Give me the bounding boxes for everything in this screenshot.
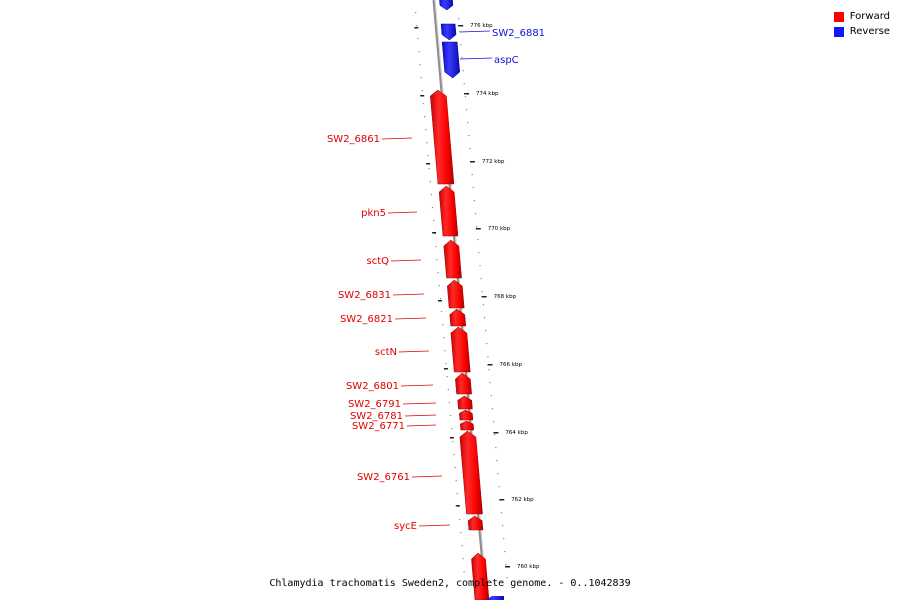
ruler-tick-left <box>451 428 452 429</box>
ruler-tick-left <box>435 246 436 247</box>
ruler-tick-right <box>505 564 506 565</box>
ruler-tick-left <box>417 38 418 39</box>
gene-arrow-forward <box>450 309 466 326</box>
legend <box>834 9 890 39</box>
major-tick-left <box>456 505 460 507</box>
gene-label: sctN <box>374 347 397 358</box>
leader-line <box>391 260 421 261</box>
gene-arrow-reverse <box>439 0 453 10</box>
forward-swatch <box>834 12 844 22</box>
ruler-tick-left <box>439 285 440 286</box>
kbp-label: 774 kbp <box>476 91 499 97</box>
ruler-tick-right <box>477 239 478 240</box>
leader-line <box>460 58 492 59</box>
ruler-tick-left <box>415 12 416 13</box>
kbp-label: 770 kbp <box>487 226 511 232</box>
ruler-tick-right <box>485 330 486 331</box>
major-tick-left <box>450 437 454 439</box>
ruler-tick-left <box>425 129 426 130</box>
ruler-tick-right <box>488 369 489 370</box>
leader-line <box>403 403 436 404</box>
gene-label: SW2_6801 <box>345 381 399 392</box>
kbp-label: 776 kbp <box>470 23 493 29</box>
gene-label: aspC <box>494 55 519 66</box>
ruler-tick-left <box>459 519 460 520</box>
legend-label-reverse: Reverse <box>849 26 890 37</box>
ruler-tick-right <box>497 473 498 474</box>
major-tick-right <box>464 93 469 95</box>
gene-label: SW2_6861 <box>326 134 380 145</box>
gene-arrow-reverse <box>441 24 456 40</box>
ruler-tick-left <box>433 220 434 221</box>
leader-line <box>407 425 436 426</box>
legend-item-forward <box>834 9 890 24</box>
reverse-swatch <box>834 27 844 37</box>
ruler-tick-left <box>460 532 461 533</box>
legend-label-forward: Forward <box>849 11 890 22</box>
ruler-tick-right <box>493 421 494 422</box>
major-tick-left <box>444 368 448 370</box>
gene-arrow-forward <box>447 280 464 308</box>
ruler-tick-left <box>456 480 457 481</box>
leader-line <box>388 212 417 213</box>
gene-arrow-forward <box>458 396 473 409</box>
major-tick-right <box>499 499 504 501</box>
ruler-tick-right <box>484 317 485 318</box>
kbp-label: 764 kbp <box>505 430 528 436</box>
ruler-tick-right <box>487 356 488 357</box>
kbp-label: 762 kbp <box>511 497 534 503</box>
legend-item-reverse <box>834 24 890 39</box>
ruler-tick-right <box>465 96 466 97</box>
ruler-tick-right <box>479 265 480 266</box>
ruler-tick-right <box>495 447 496 448</box>
gene-label: SW2_6881 <box>492 28 546 39</box>
ruler-tick-right <box>469 148 470 149</box>
genome-caption: Chlamydia trachomatis Sweden2, complete genome. - 0..1042839 <box>269 578 631 589</box>
gene-label: pkn5 <box>361 208 386 219</box>
major-tick-right <box>488 364 493 366</box>
ruler-tick-left <box>445 363 446 364</box>
ruler-tick-left <box>450 415 451 416</box>
ruler-tick-left <box>427 155 428 156</box>
ruler-tick-left <box>462 558 463 559</box>
gene-label: SW2_6821 <box>339 314 393 325</box>
ruler-tick-right <box>483 304 484 305</box>
ruler-tick-right <box>476 226 477 227</box>
leader-line <box>393 294 424 295</box>
gene-arrow-forward <box>460 431 483 514</box>
kbp-label: 760 kbp <box>517 564 540 570</box>
ruler-tick-right <box>502 525 503 526</box>
ruler-tick-left <box>448 389 449 390</box>
gene-label: SW2_6771 <box>351 421 405 432</box>
ruler-tick-left <box>416 25 417 26</box>
ruler-tick-right <box>475 213 476 214</box>
major-tick-left <box>426 163 430 165</box>
leader-line <box>401 385 433 386</box>
major-tick-right <box>505 566 510 568</box>
gene-arrow-forward <box>455 373 471 394</box>
ruler-tick-left <box>432 207 433 208</box>
kbp-label: 766 kbp <box>499 362 522 368</box>
ruler-tick-left <box>421 77 422 78</box>
ruler-tick-right <box>481 278 482 279</box>
ruler-tick-left <box>447 376 448 377</box>
gene-arrow-forward <box>430 90 454 184</box>
ruler-tick-left <box>457 493 458 494</box>
major-tick-left <box>420 95 424 97</box>
leader-line <box>399 351 429 352</box>
ruler-tick-left <box>454 467 455 468</box>
ruler-tick-right <box>473 187 474 188</box>
ruler-tick-left <box>431 194 432 195</box>
ruler-tick-left <box>430 181 431 182</box>
ruler-tick-left <box>444 350 445 351</box>
major-tick-left <box>414 27 418 29</box>
ruler-tick-right <box>472 174 473 175</box>
major-tick-right <box>476 228 481 230</box>
ruler-tick-right <box>496 460 497 461</box>
gene-arrow-forward <box>451 327 470 372</box>
gene-arrow-forward <box>468 516 483 530</box>
ruler-tick-right <box>464 83 465 84</box>
ruler-tick-right <box>466 109 467 110</box>
leader-line <box>460 31 490 32</box>
ruler-tick-left <box>422 90 423 91</box>
ruler-tick-left <box>453 454 454 455</box>
gene-label: SW2_6781 <box>349 411 403 422</box>
ruler-tick-left <box>438 272 439 273</box>
ruler-tick-left <box>423 103 424 104</box>
gene-label: SW2_6831 <box>337 290 391 301</box>
ruler-tick-right <box>501 512 502 513</box>
ruler-tick-right <box>482 291 483 292</box>
gene-arrow-reverse <box>442 42 460 78</box>
gene-arrow-forward <box>439 186 458 236</box>
ruler-tick-right <box>494 434 495 435</box>
ruler-tick-right <box>504 551 505 552</box>
ruler-tick-left <box>418 51 419 52</box>
ruler-tick-right <box>503 538 504 539</box>
ruler-tick-right <box>467 122 468 123</box>
gene-arrow-forward <box>471 553 489 600</box>
major-tick-left <box>438 300 442 302</box>
ruler-tick-right <box>492 408 493 409</box>
ruler-tick-right <box>458 18 459 19</box>
major-tick-right <box>470 161 475 163</box>
ruler-tick-right <box>461 57 462 58</box>
ruler-tick-left <box>424 116 425 117</box>
ruler-tick-left <box>442 324 443 325</box>
ruler-tick-right <box>486 343 487 344</box>
ruler-tick-right <box>491 395 492 396</box>
gene-label: SW2_6761 <box>356 472 410 483</box>
ruler-tick-left <box>463 571 464 572</box>
major-tick-left <box>432 232 436 234</box>
ruler-tick-left <box>440 298 441 299</box>
ruler-tick-right <box>499 486 500 487</box>
kbp-label: 768 kbp <box>493 294 517 300</box>
ruler-tick-left <box>436 259 437 260</box>
ruler-tick-left <box>452 441 453 442</box>
major-tick-right <box>493 432 498 434</box>
leader-line <box>405 415 436 416</box>
gene-label: sycE <box>394 521 417 532</box>
gene-label: sctQ <box>366 256 389 267</box>
ruler-tick-left <box>461 545 462 546</box>
leader-line <box>395 318 426 319</box>
ruler-tick-left <box>441 311 442 312</box>
ruler-tick-right <box>478 252 479 253</box>
ruler-tick-left <box>420 64 421 65</box>
leader-line <box>382 138 412 139</box>
ruler-tick-left <box>449 402 450 403</box>
ruler-tick-left <box>429 168 430 169</box>
major-tick-right <box>482 296 487 298</box>
ruler-tick-right <box>460 44 461 45</box>
ruler-tick-left <box>443 337 444 338</box>
ruler-tick-right <box>463 70 464 71</box>
major-tick-right <box>458 25 463 27</box>
ruler-tick-right <box>490 382 491 383</box>
ruler-tick-left <box>426 142 427 143</box>
leader-line <box>419 525 450 526</box>
kbp-label: 772 kbp <box>481 159 505 165</box>
gene-label: SW2_6791 <box>347 399 401 410</box>
ruler-tick-right <box>468 135 469 136</box>
leader-line <box>412 476 442 477</box>
gene-arrow-forward <box>444 240 462 278</box>
ruler-tick-right <box>474 200 475 201</box>
